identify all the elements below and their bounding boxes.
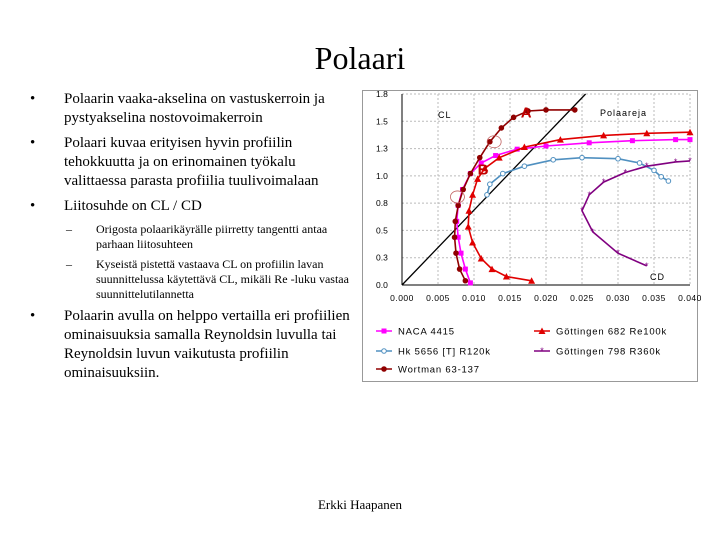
bullet-list [30,90,360,389]
x-tick-label: 0.010 [462,293,486,303]
data-point [616,156,621,161]
y-tick-label: 0.5 [376,225,388,236]
data-point [452,235,457,240]
data-point: * [591,226,595,237]
legend-label: Göttingen 682 Re100k [556,326,668,338]
data-point [544,143,549,148]
bullet-symbol: • [30,198,36,214]
data-point [461,187,466,192]
data-point [501,171,506,176]
footer-author: Erkki Haapanen [317,497,403,512]
bullet-item [30,134,360,191]
data-point [637,161,642,166]
x-tick-label: 0.035 [642,293,666,303]
data-point [463,267,468,272]
legend-label: Wortman 63-137 [398,364,480,376]
data-point [511,115,516,120]
data-point: * [688,155,692,166]
bullet-text: Polaarin avulla on helppo vertailla eri profiilien ominaisuuksia samalla Reynoldsin luvulla tai Reynoldsin luvun vaikutusta profiilin ominaisuuksiin. [64,308,350,381]
sub-bullet-item [30,257,360,302]
polar-chart-svg [362,89,702,382]
y-tick-label: 1.0 [376,170,388,181]
polar-chart [362,89,702,382]
data-point [544,108,549,113]
data-point [468,280,473,285]
x-tick-label: 0.025 [570,293,594,303]
bullet-item [30,197,360,216]
data-point [454,251,459,256]
point-annotation: B [477,161,489,179]
bullet-symbol: • [30,135,36,151]
data-point [477,155,482,160]
legend-swatch-marker [382,349,387,354]
data-point: * [645,161,649,172]
data-point [488,139,493,144]
data-point [468,171,473,176]
x-tick-label: 0.040 [678,293,702,303]
data-point [673,137,678,142]
data-point: * [580,205,584,216]
legend-swatch-marker: * [540,346,544,356]
bullet-text: Liitosuhde on CL / CD [64,198,202,214]
bullet-symbol: • [30,91,36,107]
data-point [485,193,490,198]
data-point [493,153,498,158]
data-point [457,267,462,272]
data-point [659,174,664,179]
data-point [488,182,493,187]
data-point: * [645,260,649,271]
bullet-item [30,307,360,383]
x-tick-label: 0.005 [426,293,450,303]
bullet-symbol: • [30,308,36,324]
data-point [551,157,556,162]
sub-bullet-item [30,222,360,252]
sub-bullet-text: Kyseistä pistettä vastaava CL on profiilin lavan suunnittelussa käytettävä CL, mikäli Re -luku vastaa suunnittelutilannetta [96,257,349,301]
data-point [587,140,592,145]
data-point [688,137,693,142]
data-point [453,219,458,224]
data-point: * [601,177,606,188]
data-point [499,126,504,131]
legend-label: NACA 4415 [398,326,455,338]
data-point [522,164,527,169]
point-annotation: A [520,104,532,122]
x-tick-label: 0.030 [606,293,630,303]
legend-label: Hk 5656 [T] R120k [398,346,491,358]
y-tick-label: 0.0 [376,280,388,290]
y-tick-label: 0.8 [376,198,388,209]
legend-swatch-marker [382,367,387,372]
legend-swatch-marker [382,329,387,334]
data-point: * [623,167,627,178]
data-point [652,168,657,173]
y-tick-label: 1.5 [376,116,388,127]
data-point [666,179,671,184]
x-tick-label: 0.020 [534,293,558,303]
x-tick-label: 0.015 [498,293,522,303]
dash-symbol: – [66,257,72,271]
data-point [580,155,585,160]
x-axis-label: CD [650,272,665,282]
data-point: * [616,248,620,259]
data-point [630,138,635,143]
chart-title: Polaareja [600,108,648,118]
bullet-item [30,90,360,128]
data-point: * [587,189,591,200]
bullet-text: Polaari kuvaa erityisen hyvin profiilin tehokkuutta ja on erinomainen työkalu valittaessa parasta profiilia tuulivoimalaan [64,135,319,189]
slide-title: Polaari [314,40,406,76]
x-tick-label: 0.000 [390,293,414,303]
dash-symbol: – [66,222,72,236]
data-point [573,108,578,113]
y-tick-label: 1.3 [376,143,388,154]
data-point: * [673,156,678,167]
bullet-text: Polaarin vaaka-akselina on vastuskerroin ja pystyakselina nostovoimakerroin [64,91,325,126]
data-point [463,278,468,283]
data-point [456,203,461,208]
data-point [459,251,464,256]
y-tick-label: 0.3 [376,252,388,263]
sub-bullet-text: Origosta polaarikäyrälle piirretty tangentti antaa parhaan liitosuhteen [96,222,328,251]
y-axis-label: CL [438,110,452,120]
legend-label: Göttingen 798 R360k [556,346,661,358]
y-tick-label: 1.8 [376,89,388,99]
